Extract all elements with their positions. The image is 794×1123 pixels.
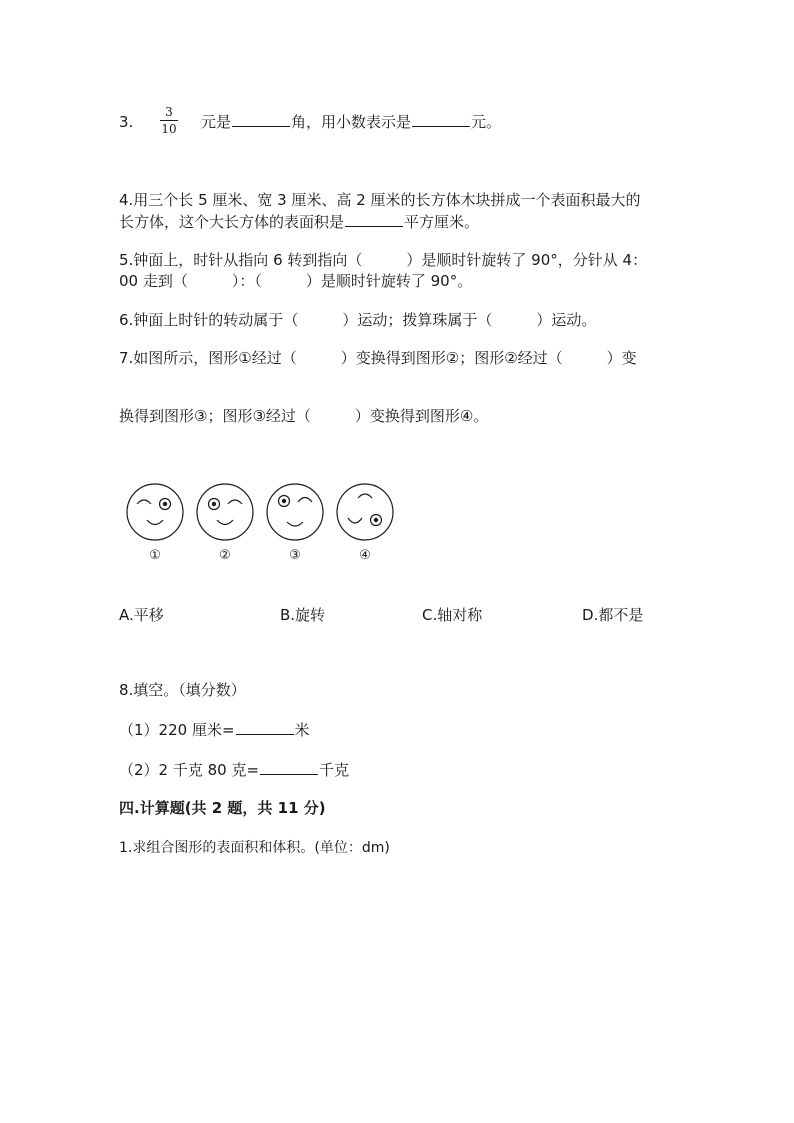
q5-line2-part2: ）：（ [231, 272, 262, 290]
q7-line1-part2: ）变换得到图形②；图形②经过（ [340, 349, 563, 367]
q3-text-part3: 元。 [471, 113, 502, 131]
answer-blank[interactable] [232, 112, 290, 127]
q4-line2-part1: 长方体，这个大长方体的表面积是 [119, 213, 345, 231]
q7-line2-part2: ）变换得到图形④。 [354, 407, 489, 425]
face-2 [197, 484, 253, 540]
figure-label-3: ③ [289, 548, 301, 563]
figure-label-1: ① [149, 548, 161, 563]
q5-line2 [119, 271, 472, 291]
q7-line1-part1: 7.如图所示，图形①经过（ [119, 349, 297, 367]
q3-text [201, 112, 501, 132]
option-c[interactable]: C.轴对称 [422, 606, 483, 624]
q5-line1 [119, 250, 647, 270]
faces-figure [120, 480, 420, 570]
q6-part3: ）运动。 [536, 311, 597, 329]
q3-fraction-numerator: 3 [165, 105, 173, 119]
q8-item1 [119, 720, 310, 740]
option-a[interactable]: A.平移 [119, 606, 164, 624]
q8-item2-part2: 千克 [319, 761, 350, 779]
option-d[interactable]: D.都不是 [582, 606, 644, 624]
q8-title: 8.填空。（填分数） [119, 681, 246, 699]
fraction-bar [160, 120, 178, 121]
q5-line1-part2: ）是顺时针旋转了 90°，分针从 4： [406, 251, 648, 269]
q6-part1: 6.钟面上时针的转动属于（ [119, 311, 299, 329]
q6-part2: ）运动；拨算珠属于（ [342, 311, 493, 329]
q3-text-part1: 元是 [201, 113, 232, 131]
q7-line2-part1: 换得到图形③；图形③经过（ [119, 407, 311, 425]
q5-line2-part1: 00 走到（ [119, 272, 188, 290]
answer-blank[interactable] [236, 720, 294, 735]
q8-item1-part2: 米 [294, 721, 310, 739]
q7-line1-part3: ）变 [606, 349, 637, 367]
face-1 [127, 484, 183, 540]
q3-text-part2: 角，用小数表示是 [291, 113, 412, 131]
answer-blank[interactable] [345, 212, 403, 227]
q4-line2 [119, 212, 479, 232]
face-3 [267, 484, 323, 540]
figure-label-2: ② [219, 548, 231, 563]
face-4 [337, 484, 393, 540]
q4-line1: 4.用三个长 5 厘米、宽 3 厘米、高 2 厘米的长方体木块拼成一个表面积最大的 [119, 191, 641, 209]
q5-line2-part3: ）是顺时针旋转了 90°。 [305, 272, 473, 290]
section-heading: 四.计算题(共 2 题，共 11 分) [119, 799, 326, 817]
q3-fraction [158, 105, 180, 136]
q3-line [119, 112, 133, 132]
q4-line2-part2: 平方厘米。 [404, 213, 480, 231]
figure-label-4: ④ [359, 548, 371, 563]
q8-item1-part1: （1）220 厘米= [119, 721, 235, 739]
option-b[interactable]: B.旋转 [280, 606, 326, 624]
q5-line1-part1: 5.钟面上，时针从指向 6 转到指向（ [119, 251, 363, 269]
q6-line [119, 310, 596, 330]
q3-fraction-denominator: 10 [161, 122, 177, 136]
q8-item2 [119, 760, 349, 780]
q7-line1 [119, 348, 637, 368]
answer-blank[interactable] [412, 112, 470, 127]
section4-q1: 1.求组合图形的表面积和体积。(单位：dm) [119, 840, 390, 856]
q3-number: 3. [119, 113, 134, 131]
q7-line2 [119, 406, 488, 426]
q8-item2-part1: （2）2 千克 80 克= [119, 761, 260, 779]
answer-blank[interactable] [260, 760, 318, 775]
